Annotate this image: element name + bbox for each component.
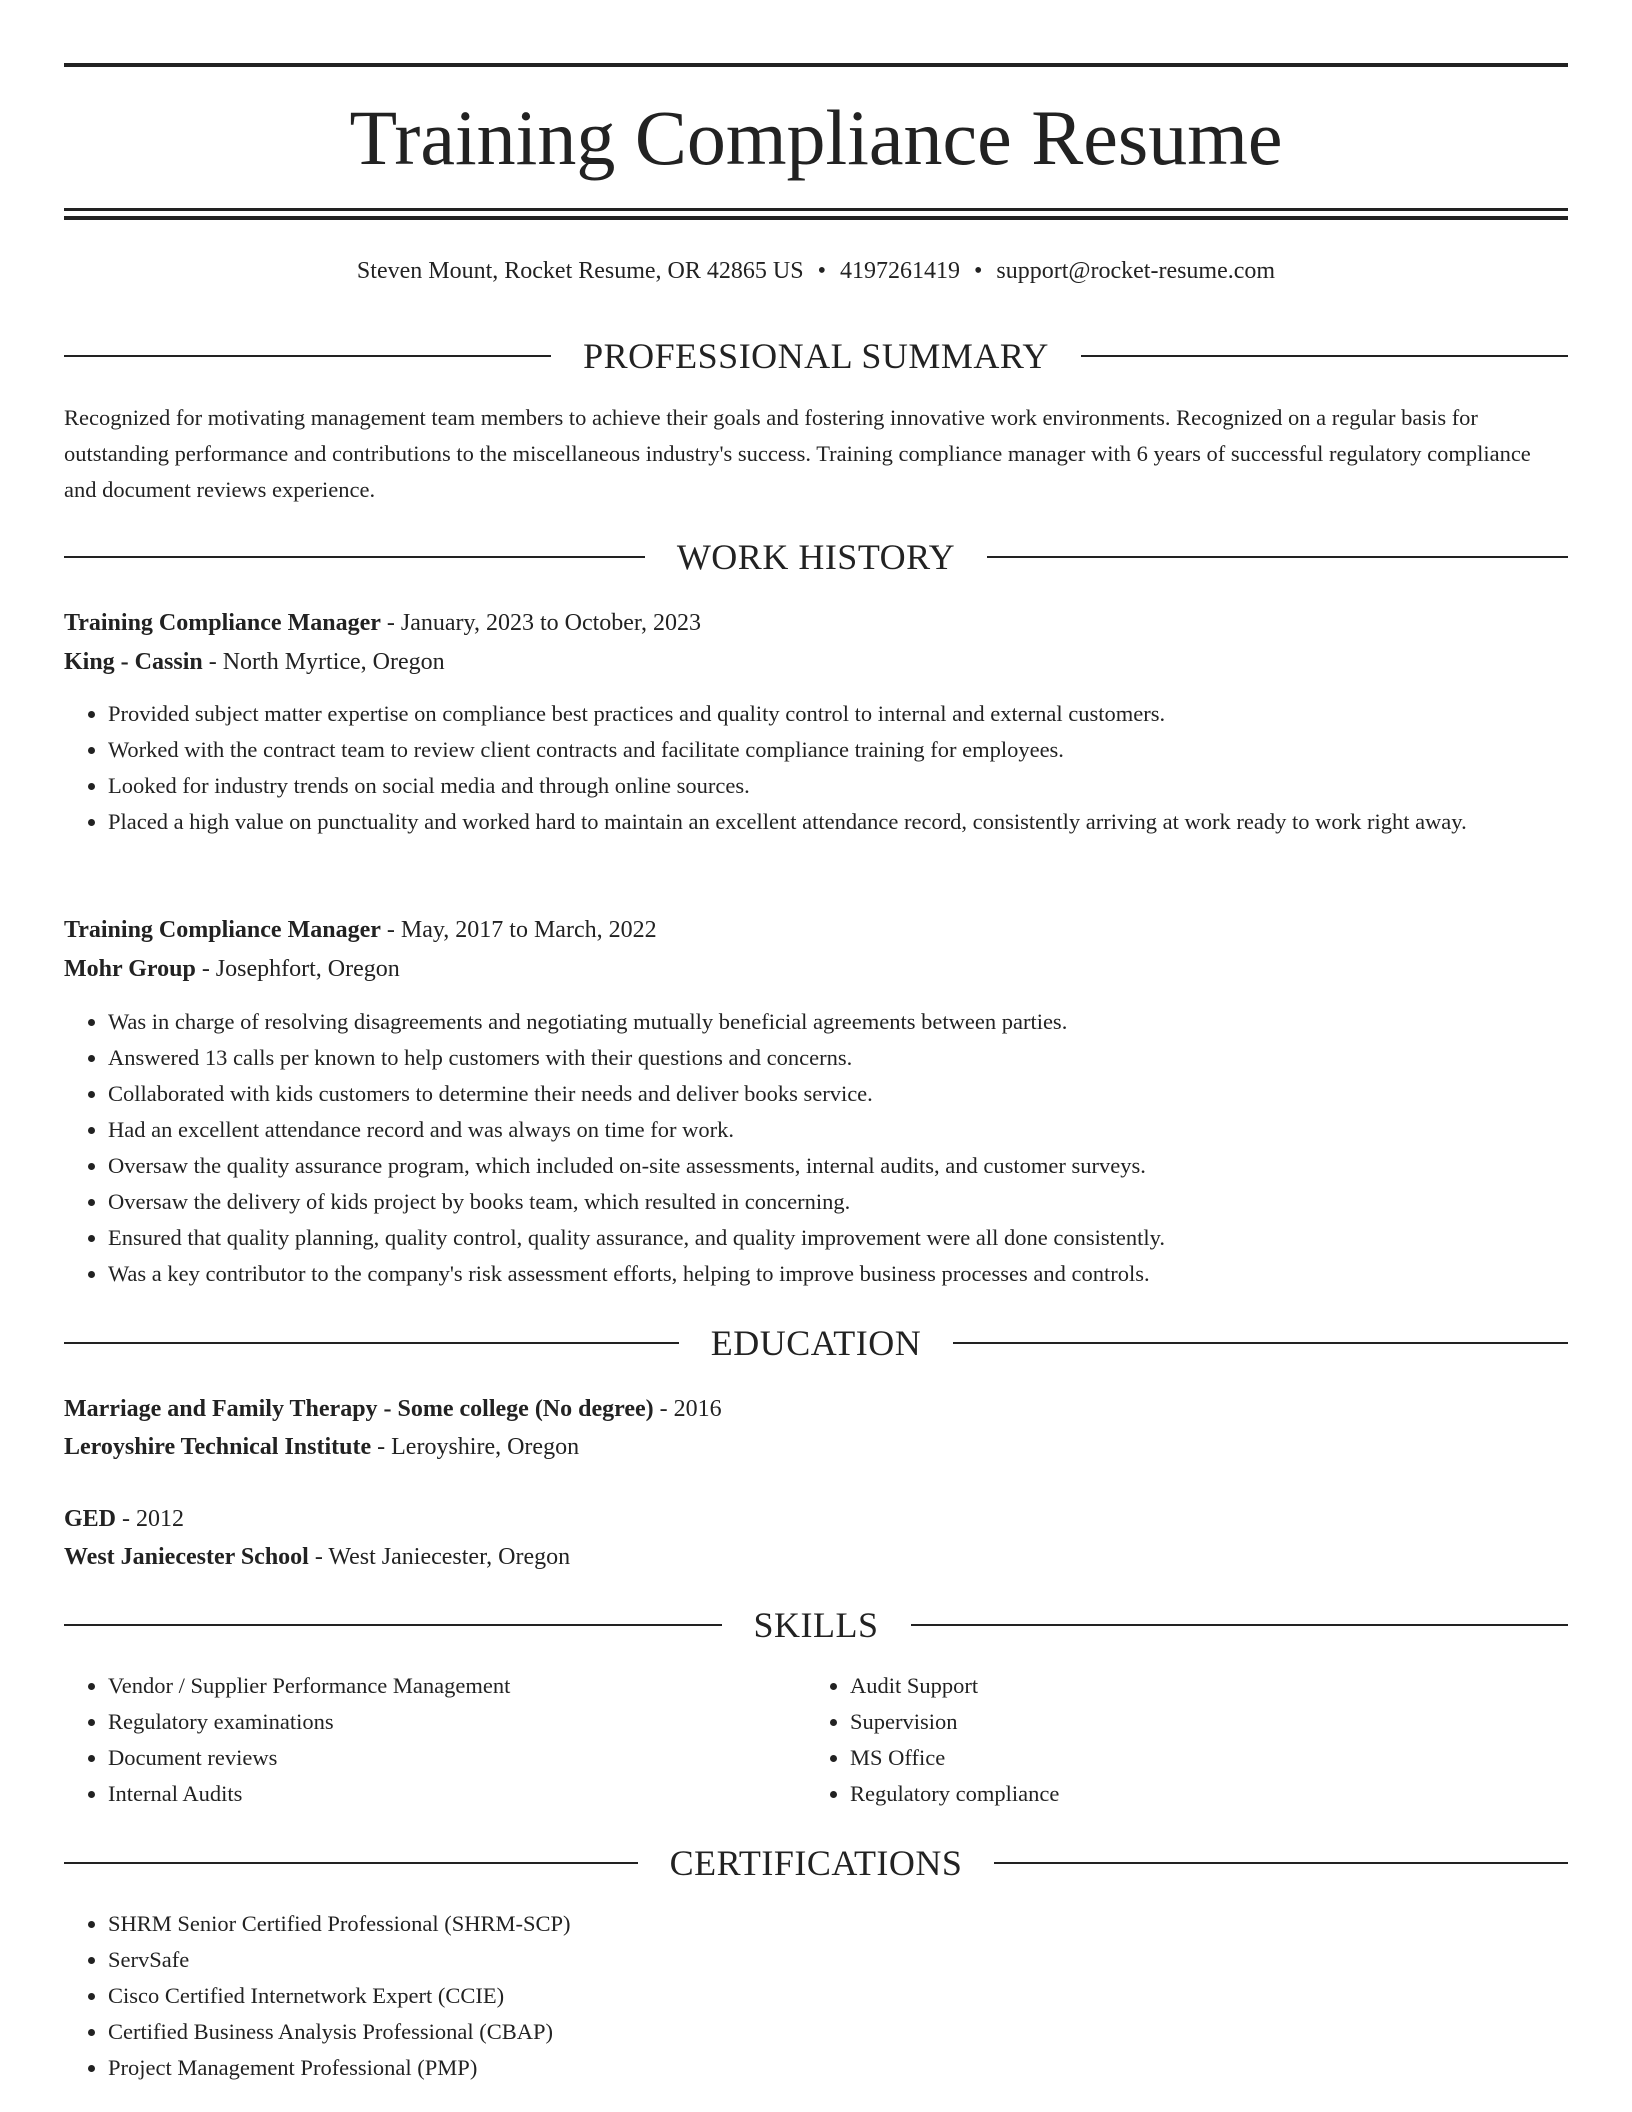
- job-title: Training Compliance Manager: [64, 610, 381, 636]
- job-title-line: [64, 604, 1568, 642]
- resume-title: Training Compliance Resume: [349, 94, 1283, 181]
- education-school-line: [64, 1538, 1568, 1576]
- heading-rule: [953, 1342, 1568, 1344]
- education-degree: Marriage and Family Therapy - Some college (No degree): [64, 1396, 654, 1422]
- section-title: SKILLS: [753, 1605, 879, 1645]
- list-item: • Provided subject matter expertise on compliance best practices and quality control to internal and external customers.: [108, 696, 1568, 732]
- list-item: • Cisco Certified Internetwork Expert (CCIE): [108, 1978, 1568, 2014]
- list-item: • Oversaw the delivery of kids project by books team, which resulted in concerning.: [108, 1184, 1568, 1220]
- title-rule-lower: [64, 216, 1568, 220]
- job-location: - Josephfort, Oregon: [195, 956, 400, 982]
- summary-heading: [64, 334, 1568, 378]
- list-item: • Vendor / Supplier Performance Management: [108, 1668, 804, 1704]
- work-history-heading: [64, 535, 1568, 579]
- job-title-line: [64, 911, 1568, 949]
- job-company-line: [64, 950, 1568, 988]
- list-item: • Project Management Professional (PMP): [108, 2050, 1568, 2086]
- education-location: - West Janiecester, Oregon: [308, 1544, 571, 1570]
- education-degree: GED: [64, 1506, 117, 1532]
- heading-rule: [64, 556, 645, 558]
- education-school: Leroyshire Technical Institute: [64, 1434, 372, 1460]
- list-item: • Internal Audits: [108, 1776, 804, 1812]
- list-item: • Worked with the contract team to review client contracts and facilitate compliance training for employees.: [108, 732, 1568, 768]
- section-title: WORK HISTORY: [676, 537, 956, 577]
- skills-list-left: [64, 1668, 804, 1812]
- contact-phone: 4197261419: [839, 258, 960, 284]
- contact-separator: •: [817, 258, 826, 284]
- job-bullets: [64, 696, 1568, 840]
- contact-line: [64, 254, 1568, 288]
- education-school-line: [64, 1428, 1568, 1466]
- list-item: • Audit Support: [850, 1668, 1546, 1704]
- heading-rule: [64, 1624, 722, 1626]
- job-company: King - Cassin: [64, 649, 203, 675]
- education-heading: [64, 1321, 1568, 1365]
- list-item: • Was a key contributor to the company's risk assessment efforts, helping to improve business processes and controls.: [108, 1256, 1568, 1292]
- list-item: • SHRM Senior Certified Professional (SHRM-SCP): [108, 1906, 1568, 1942]
- certifications-heading: [64, 1841, 1568, 1885]
- heading-rule: [1081, 355, 1568, 357]
- education-year: - 2012: [116, 1506, 185, 1532]
- heading-rule: [64, 1342, 679, 1344]
- list-item: • Looked for industry trends on social media and through online sources.: [108, 768, 1568, 804]
- list-item: • MS Office: [850, 1740, 1546, 1776]
- list-item: • Answered 13 calls per known to help customers with their questions and concerns.: [108, 1040, 1568, 1076]
- list-item: • Regulatory examinations: [108, 1704, 804, 1740]
- skills-heading: [64, 1603, 1568, 1647]
- contact-address: Steven Mount, Rocket Resume, OR 42865 US: [356, 258, 804, 284]
- summary-text: Recognized for motivating management team members to achieve their goals and fostering innovative work environments. Recognized on a regular basis for outstanding performance and contributions to the miscellaneous industry's success. Training compliance manager with 6 years of successful regulatory compliance and document reviews experience.: [64, 405, 1531, 502]
- job-location: - North Myrtice, Oregon: [202, 649, 445, 675]
- job-bullets: [64, 1004, 1568, 1292]
- list-item: • Document reviews: [108, 1740, 804, 1776]
- heading-rule: [64, 355, 551, 357]
- list-item: • Oversaw the quality assurance program, which included on-site assessments, internal audits, and customer surveys.: [108, 1148, 1568, 1184]
- list-item: • Had an excellent attendance record and was always on time for work.: [108, 1112, 1568, 1148]
- education-school: West Janiecester School: [64, 1544, 309, 1570]
- section-title: PROFESSIONAL SUMMARY: [583, 336, 1049, 376]
- skills-list-right: [806, 1668, 1546, 1812]
- heading-rule: [987, 556, 1568, 558]
- heading-rule: [64, 1862, 638, 1864]
- top-rule: [64, 63, 1568, 67]
- education-degree-line: [64, 1390, 1568, 1428]
- education-location: - Leroyshire, Oregon: [371, 1434, 580, 1460]
- section-title: EDUCATION: [710, 1323, 922, 1363]
- job-title: Training Compliance Manager: [64, 917, 381, 943]
- heading-rule: [911, 1624, 1569, 1626]
- list-item: • Certified Business Analysis Professional (CBAP): [108, 2014, 1568, 2050]
- job-dates: - January, 2023 to October, 2023: [380, 610, 701, 636]
- list-item: • Regulatory compliance: [850, 1776, 1546, 1812]
- contact-email: support@rocket-resume.com: [996, 258, 1276, 284]
- list-item: • Was in charge of resolving disagreements and negotiating mutually beneficial agreements between parties.: [108, 1004, 1568, 1040]
- contact-separator: •: [973, 258, 983, 284]
- education-year: - 2016: [653, 1396, 722, 1422]
- list-item: • Collaborated with kids customers to determine their needs and deliver books service.: [108, 1076, 1568, 1112]
- list-item: • Ensured that quality planning, quality control, quality assurance, and quality improvement were all done consistently.: [108, 1220, 1568, 1256]
- list-item: • Supervision: [850, 1704, 1546, 1740]
- section-title: CERTIFICATIONS: [669, 1843, 963, 1883]
- job-company: Mohr Group: [64, 956, 196, 982]
- list-item: • ServSafe: [108, 1942, 1568, 1978]
- certifications-list: [64, 1906, 1568, 2086]
- education-degree-line: [64, 1500, 1568, 1538]
- list-item: • Placed a high value on punctuality and worked hard to maintain an excellent attendance record, consistently arriving at work ready to work right away.: [108, 804, 1568, 840]
- job-dates: - May, 2017 to March, 2022: [380, 917, 657, 943]
- title-rule-upper: [64, 208, 1568, 211]
- heading-rule: [994, 1862, 1568, 1864]
- job-company-line: [64, 643, 1568, 681]
